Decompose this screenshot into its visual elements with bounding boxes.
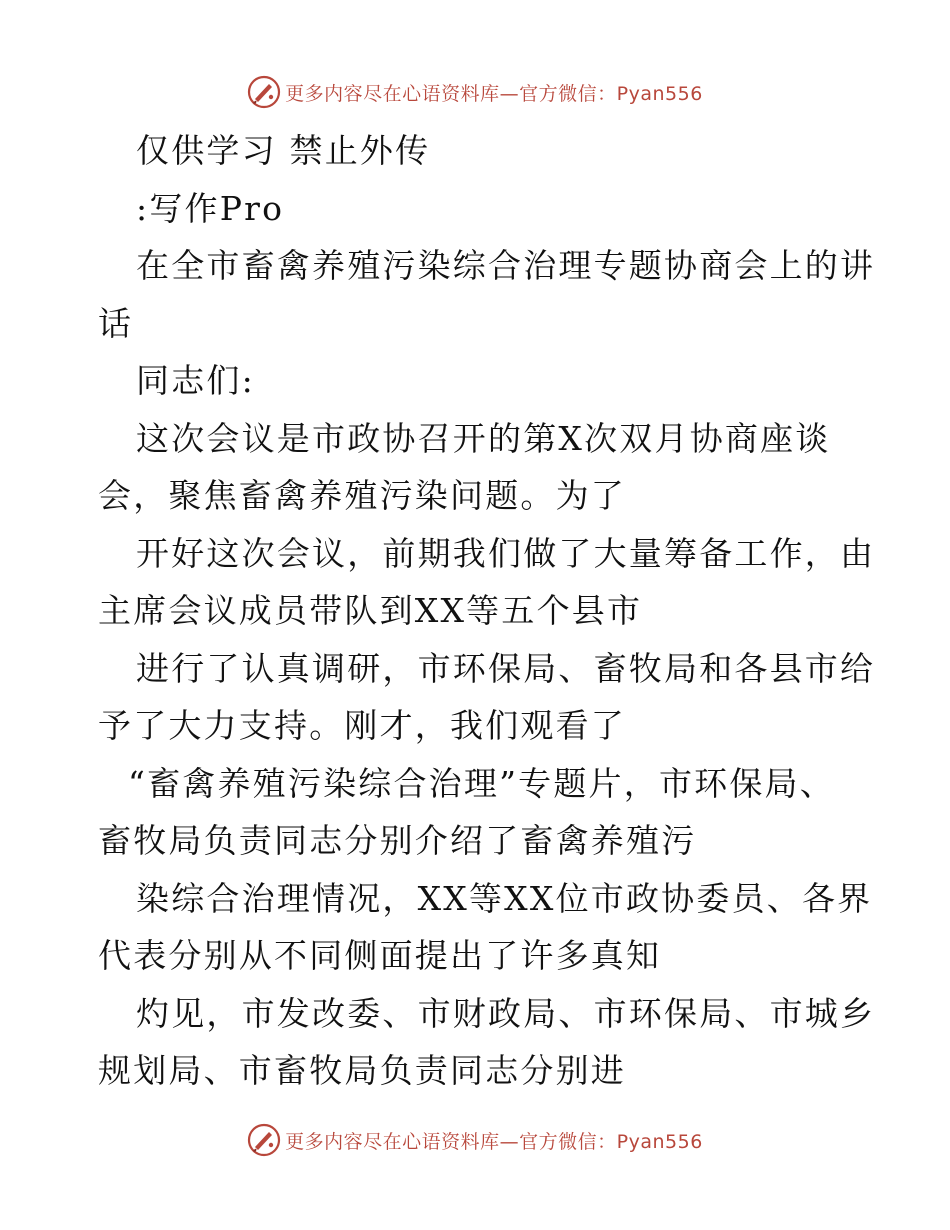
paragraph-line: 规划局、市畜牧局负责同志分别进	[98, 1051, 626, 1090]
footer-watermark-text: 更多内容尽在心语资料库—官方微信：Pyan556	[285, 1130, 703, 1153]
author-line: :写作Pro	[136, 188, 285, 228]
paragraph-line: 灼见，市发改委、市财政局、市环保局、市城乡	[136, 993, 876, 1033]
footer-watermark-banner	[0, 1120, 950, 1160]
brush-pen-logo-icon	[247, 75, 281, 109]
paragraph-line: 会，聚焦畜禽养殖污染问题。为了	[98, 476, 626, 515]
brush-pen-logo-icon	[247, 1123, 281, 1157]
header-watermark-banner	[0, 72, 950, 112]
paragraph-line: 染综合治理情况，XX等XX位市政协委员、各界	[136, 878, 873, 918]
document-title-continued: 话	[98, 303, 134, 343]
header-watermark-text: 更多内容尽在心语资料库—官方微信：Pyan556	[285, 82, 703, 105]
paragraph-line: 畜牧局负责同志分别介绍了畜禽养殖污	[98, 821, 697, 860]
paragraph-line: 进行了认真调研，市环保局、畜牧局和各县市给	[136, 648, 876, 688]
paragraph-line: “畜禽养殖污染综合治理”专题片，市环保局、	[128, 763, 835, 803]
paragraph-line: 予了大力支持。刚才，我们观看了	[98, 706, 626, 745]
document-body	[98, 122, 876, 1100]
paragraph-line: 主席会议成员带队到XX等五个县市	[98, 591, 643, 630]
paragraph-line: 代表分别从不同侧面提出了许多真知	[98, 936, 662, 975]
salutation: 同志们:	[136, 361, 255, 400]
paragraph-line: 这次会议是市政协召开的第X次双月协商座谈	[136, 418, 831, 458]
document-title: 在全市畜禽养殖污染综合治理专题协商会上的讲	[136, 246, 876, 285]
paragraph-line: 开好这次会议，前期我们做了大量筹备工作，由	[136, 533, 876, 573]
notice-line: 仅供学习 禁止外传	[136, 131, 431, 170]
